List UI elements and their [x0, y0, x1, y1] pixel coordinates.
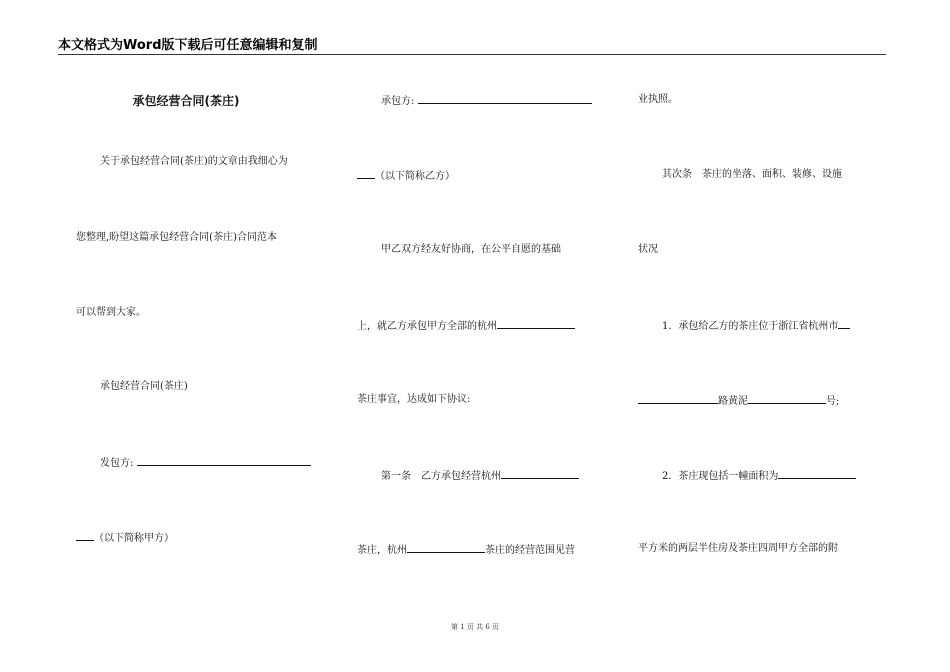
paragraph-text: 平方米的两层半住房及茶庄四周甲方全部的附 — [638, 543, 838, 554]
paragraph-line — [357, 318, 605, 334]
paragraph-line — [638, 542, 886, 556]
party-a-blank — [137, 455, 311, 466]
address-text: 号; — [826, 396, 840, 407]
fill-blank — [76, 530, 94, 541]
party-b-line — [357, 93, 605, 109]
paragraph-text: 状况 — [638, 244, 658, 255]
address-text: 路黄泥 — [718, 396, 748, 407]
paragraph-text: 业执照。 — [638, 94, 678, 105]
fill-blank — [748, 393, 826, 404]
paragraph-text: 甲乙双方经友好协商，在公平自愿的基础 — [381, 244, 561, 255]
article-2-line — [638, 168, 886, 182]
fill-blank — [501, 468, 579, 479]
address-line — [638, 393, 886, 409]
article-1-line — [357, 468, 605, 484]
paragraph-line — [76, 380, 324, 394]
paragraph-text: 可以帮到大家。 — [76, 307, 146, 318]
fill-blank — [838, 318, 850, 329]
paragraph-text: 茶庄，杭州 — [357, 545, 407, 556]
party-b-label: 承包方: — [381, 96, 415, 107]
column-left — [76, 80, 324, 620]
party-a-line — [76, 455, 324, 471]
paragraph-line — [638, 243, 886, 257]
fill-blank — [638, 393, 718, 404]
fill-blank — [357, 168, 375, 179]
clause-2-line — [638, 468, 886, 484]
paragraph-text: 茶庄事宜，达成如下协议: — [357, 394, 471, 405]
article-2-text: 其次条 茶庄的坐落、面积、装修、设施 — [662, 169, 842, 180]
party-b-blank — [418, 93, 592, 104]
fill-blank — [407, 542, 485, 553]
header-text: 本文格式为Word版下载后可任意编辑和复制 — [58, 38, 318, 53]
paragraph-line — [76, 155, 324, 169]
fill-blank — [778, 468, 856, 479]
paragraph-line — [76, 306, 324, 320]
paragraph-text: 上，就乙方承包甲方全部的杭州 — [357, 321, 497, 332]
clause-1-text: 1．承包给乙方的茶庄位于浙江省杭州市 — [662, 321, 839, 332]
party-b-note-line — [357, 168, 605, 184]
paragraph-line — [76, 231, 324, 245]
party-a-label: 发包方: — [100, 458, 134, 469]
page-header — [58, 34, 886, 55]
paragraph-text: 关于承包经营合同(茶庄)的文章由我细心为 — [100, 156, 288, 167]
clause-1-line — [638, 318, 886, 334]
party-a-note: （以下简称甲方） — [94, 533, 174, 544]
page-number: 第 1 页 共 6 页 — [450, 623, 500, 631]
clause-2-text: 2．茶庄现包括一幢面积为 — [662, 471, 779, 482]
contract-name: 承包经营合同(茶庄) — [100, 381, 188, 392]
paragraph-line — [357, 542, 605, 558]
party-a-note-line — [76, 530, 324, 546]
article-1-text: 第一条 乙方承包经营杭州 — [381, 471, 501, 482]
paragraph-text: 茶庄的经营范围见营 — [485, 545, 575, 556]
paragraph-line — [357, 243, 605, 257]
paragraph-line — [638, 93, 886, 107]
party-b-note: （以下简称乙方） — [375, 171, 455, 182]
column-right — [638, 80, 886, 620]
document-title: 承包经营合同(茶庄) — [132, 94, 240, 108]
paragraph-text: 您整理,盼望这篇承包经营合同(茶庄)合同范本 — [76, 232, 277, 243]
fill-blank — [497, 318, 575, 329]
paragraph-line — [357, 393, 605, 407]
column-middle — [357, 80, 605, 620]
page-footer — [0, 622, 950, 632]
